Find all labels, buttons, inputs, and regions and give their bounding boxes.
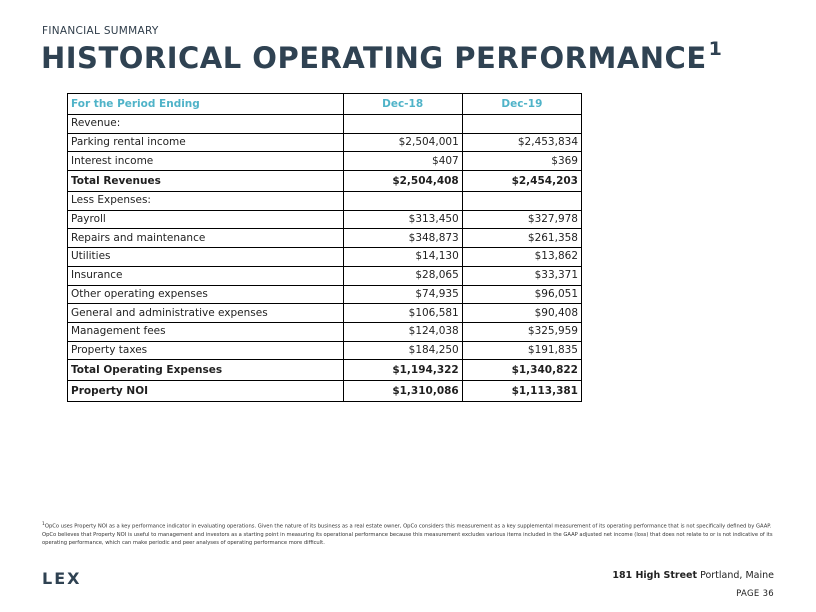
row-value-dec-19: $369 (462, 152, 581, 171)
table-row (68, 322, 582, 341)
row-label: Revenue: (68, 115, 344, 134)
table-row (68, 192, 582, 211)
table-row (68, 115, 582, 134)
table-row (68, 285, 582, 304)
page-title-text: HISTORICAL OPERATING PERFORMANCE (41, 41, 707, 75)
row-value-dec-19 (462, 192, 581, 211)
row-value-dec-18: $2,504,408 (343, 171, 462, 192)
table-header-row (68, 94, 582, 115)
table-row (68, 360, 582, 381)
table-row (68, 210, 582, 229)
row-value-dec-19: $261,358 (462, 229, 581, 248)
table-row (68, 229, 582, 248)
row-value-dec-19: $2,454,203 (462, 171, 581, 192)
row-label: Property taxes (68, 341, 344, 360)
row-value-dec-19 (462, 115, 581, 134)
address-street: 181 High Street (612, 570, 698, 581)
footnote (42, 521, 780, 547)
row-value-dec-19: $33,371 (462, 266, 581, 285)
row-value-dec-19: $1,340,822 (462, 360, 581, 381)
row-value-dec-19: $13,862 (462, 248, 581, 267)
row-value-dec-18 (343, 115, 462, 134)
table-row (68, 266, 582, 285)
row-label: Interest income (68, 152, 344, 171)
company-logo: LEX (42, 569, 82, 588)
column-header-dec-18: Dec-18 (343, 94, 462, 115)
row-label: General and administrative expenses (68, 304, 344, 323)
row-label: Property NOI (68, 381, 344, 402)
row-value-dec-18: $184,250 (343, 341, 462, 360)
table-body (68, 115, 582, 402)
row-value-dec-18: $28,065 (343, 266, 462, 285)
row-label: Management fees (68, 322, 344, 341)
row-label: Utilities (68, 248, 344, 267)
row-value-dec-18 (343, 192, 462, 211)
row-label: Other operating expenses (68, 285, 344, 304)
row-label: Total Revenues (68, 171, 344, 192)
table-row (68, 248, 582, 267)
table-row (68, 171, 582, 192)
row-value-dec-18: $124,038 (343, 322, 462, 341)
address-city: Portland, Maine (700, 570, 774, 581)
row-label: Less Expenses: (68, 192, 344, 211)
row-value-dec-18: $2,504,001 (343, 133, 462, 152)
table-row (68, 304, 582, 323)
row-label: Parking rental income (68, 133, 344, 152)
page-number: PAGE 36 (736, 589, 774, 599)
row-label: Insurance (68, 266, 344, 285)
row-value-dec-18: $407 (343, 152, 462, 171)
row-value-dec-19: $96,051 (462, 285, 581, 304)
row-value-dec-19: $191,835 (462, 341, 581, 360)
footer-address (612, 570, 774, 581)
title-footnote-mark: 1 (708, 38, 723, 60)
row-value-dec-18: $74,935 (343, 285, 462, 304)
financial-table (67, 93, 582, 402)
section-kicker: FINANCIAL SUMMARY (42, 25, 159, 37)
row-value-dec-19: $90,408 (462, 304, 581, 323)
column-header-period: For the Period Ending (68, 94, 344, 115)
page-title (41, 38, 722, 75)
row-value-dec-18: $313,450 (343, 210, 462, 229)
row-label: Total Operating Expenses (68, 360, 344, 381)
row-label: Payroll (68, 210, 344, 229)
table-row (68, 133, 582, 152)
row-label: Repairs and maintenance (68, 229, 344, 248)
table-row (68, 381, 582, 402)
row-value-dec-19: $2,453,834 (462, 133, 581, 152)
row-value-dec-18: $1,194,322 (343, 360, 462, 381)
row-value-dec-19: $325,959 (462, 322, 581, 341)
row-value-dec-19: $327,978 (462, 210, 581, 229)
footnote-text: OpCo uses Property NOI as a key performance indicator in evaluating operations. Given the nature of its business as a real estate owner, OpCo considers this measurement as a key supplemental measurement of its operating performance that is not specifically defined by GAAP. OpCo believes that Property NOI is useful to management and investors as a starting point in measuring its operational performance because this measurement excludes various items included in the GAAP adjusted net income (loss) that does not relate to or is not indicative of its operating performance, which can make periodic and peer analyses of operating performance more difficult. (42, 523, 773, 546)
table-row (68, 341, 582, 360)
table-row (68, 152, 582, 171)
row-value-dec-18: $106,581 (343, 304, 462, 323)
row-value-dec-19: $1,113,381 (462, 381, 581, 402)
footnote-mark: 1 (42, 522, 45, 527)
row-value-dec-18: $1,310,086 (343, 381, 462, 402)
row-value-dec-18: $14,130 (343, 248, 462, 267)
row-value-dec-18: $348,873 (343, 229, 462, 248)
column-header-dec-19: Dec-19 (462, 94, 581, 115)
